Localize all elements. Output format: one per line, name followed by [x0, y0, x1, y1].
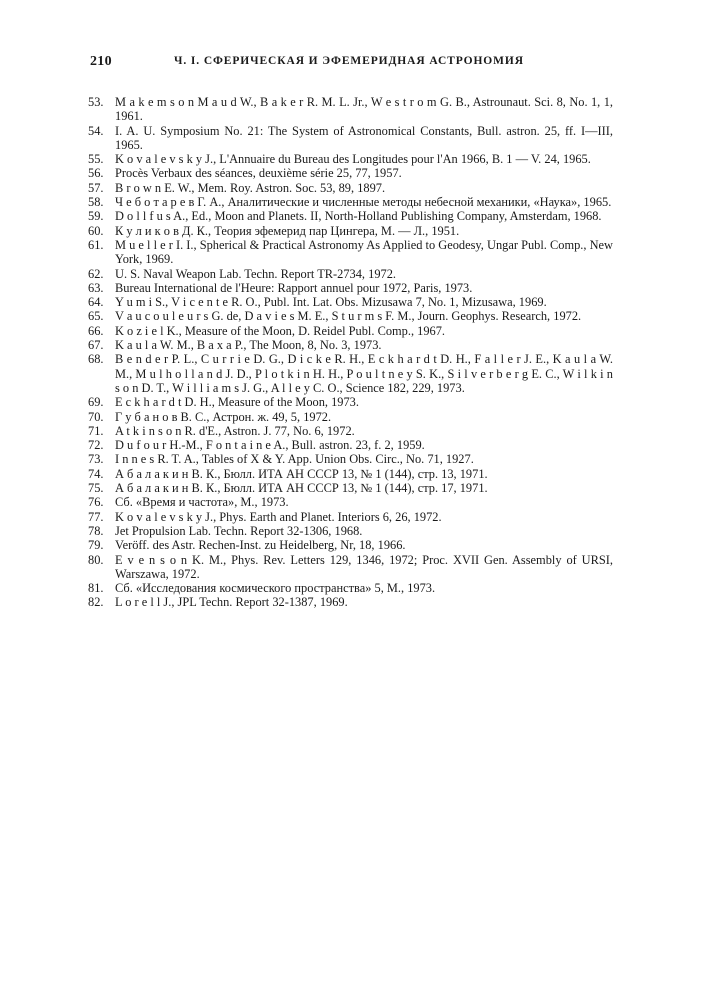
reference-text: К у л и к о в Д. К., Теория эфемерид пар Цингера, М. — Л., 1951. — [115, 223, 460, 238]
reference-item — [88, 309, 613, 323]
reference-text: K o v a l e v s k y J., Phys. Earth and Planet. Interiors 6, 26, 1972. — [115, 509, 442, 524]
reference-number: 72. — [88, 438, 104, 453]
reference-text: D o l l f u s A., Ed., Moon and Planets. II, North-Holland Publishing Company, Amsterdam, 1968. — [115, 209, 602, 224]
reference-text: I n n e s R. T. A., Tables of X & Y. App. Union Obs. Circ., No. 71, 1927. — [115, 452, 474, 467]
reference-text: Сб. «Исследования космического пространства» 5, М., 1973. — [115, 581, 436, 596]
reference-item — [88, 452, 613, 466]
reference-number: 75. — [88, 481, 104, 496]
reference-number: 57. — [88, 180, 104, 195]
reference-number: 82. — [88, 595, 104, 610]
reference-item — [88, 581, 613, 595]
reference-item — [88, 538, 613, 552]
reference-text: E v e n s o n K. M., Phys. Rev. Letters 129, 1346, 1972; Proc. XVII Gen. Assembly of URSI, Warszawa, 1972. — [115, 552, 613, 581]
reference-number: 74. — [88, 466, 104, 481]
reference-item — [88, 224, 613, 238]
reference-text: V a u c o u l e u r s G. de, D a v i e s M. E., S t u r m s F. M., Journ. Geophys. Research, 1972. — [115, 309, 582, 324]
reference-number: 60. — [88, 223, 104, 238]
reference-item — [88, 281, 613, 295]
reference-number: 79. — [88, 538, 104, 553]
reference-item — [88, 524, 613, 538]
reference-item — [88, 267, 613, 281]
reference-item — [88, 324, 613, 338]
reference-item — [88, 553, 613, 582]
reference-item — [88, 166, 613, 180]
reference-text: M u e l l e r I. I., Spherical & Practical Astronomy As Applied to Geodesy, Ungar Publ. Comp., New York, 1969. — [115, 237, 613, 267]
reference-item — [88, 510, 613, 524]
reference-number: 64. — [88, 295, 104, 310]
reference-number: 70. — [88, 409, 104, 424]
reference-item — [88, 152, 613, 166]
reference-text: Сб. «Время и частота», М., 1973. — [115, 495, 289, 510]
reference-number: 73. — [88, 452, 104, 467]
reference-text: K o v a l e v s k y J., L'Annuaire du Bureau des Longitudes pour l'An 1966, B. 1 — V. 24, 1965. — [115, 152, 591, 167]
reference-item — [88, 295, 613, 309]
reference-text: E c k h a r d t D. H., Measure of the Moon, 1973. — [115, 395, 359, 410]
reference-number: 63. — [88, 280, 104, 295]
page-number: 210 — [90, 54, 112, 69]
reference-text: K o z i e l K., Measure of the Moon, D. Reidel Publ. Comp., 1967. — [115, 323, 446, 338]
reference-number: 58. — [88, 195, 104, 210]
reference-item — [88, 352, 613, 395]
reference-text: Veröff. des Astr. Rechen-Inst. zu Heidelberg, Nr, 18, 1966. — [115, 538, 406, 553]
reference-number: 62. — [88, 266, 104, 281]
reference-number: 69. — [88, 395, 104, 410]
reference-number: 77. — [88, 509, 104, 524]
running-title: Ч. I. СФЕРИЧЕСКАЯ И ЭФЕМЕРИДНАЯ АСТРОНОМИЯ — [174, 55, 524, 67]
reference-number: 53. — [88, 95, 104, 109]
reference-text: B e n d e r P. L., C u r r i e D. G., D i c k e R. H., E c k h a r d t D. H., F a l l e r J. E., K a u l a W. M., M u l h o l l a n d J. D., P l o t k i n H. H., P o u l t n e y S. K., S i l v e r b e r g E. C., W i l k i n s o n D. T., W i l l i a m s J. G., A l l e y C. O., Science 182, 229, 1973. — [115, 352, 613, 395]
reference-item — [88, 181, 613, 195]
reference-item — [88, 238, 613, 267]
reference-number: 56. — [88, 166, 104, 181]
reference-item — [88, 395, 613, 409]
reference-number: 67. — [88, 338, 104, 353]
reference-item — [88, 195, 613, 209]
reference-number: 65. — [88, 309, 104, 324]
page-header — [90, 54, 622, 74]
reference-item — [88, 209, 613, 223]
reference-number: 66. — [88, 323, 104, 338]
reference-text: Bureau International de l'Heure: Rapport annuel pour 1972, Paris, 1973. — [115, 280, 473, 295]
reference-text: M a k e m s o n M a u d W., B a k e r R. M. L. Jr., W e s t r o m G. B., Astrounaut. Sci. 8, No. 1, 1, 1961. — [115, 95, 613, 124]
reference-item — [88, 124, 613, 153]
reference-item — [88, 338, 613, 352]
reference-number: 76. — [88, 495, 104, 510]
reference-item — [88, 95, 613, 124]
reference-text: Г у б а н о в В. С., Астрон. ж. 49, 5, 1972. — [115, 409, 332, 424]
reference-number: 54. — [88, 123, 104, 138]
reference-number: 61. — [88, 237, 104, 252]
reference-text: Jet Propulsion Lab. Techn. Report 32-1306, 1968. — [115, 523, 363, 538]
reference-item — [88, 495, 613, 509]
reference-number: 59. — [88, 209, 104, 224]
reference-number: 80. — [88, 552, 104, 567]
reference-text: Y u m i S., V i c e n t e R. O., Publ. Int. Lat. Obs. Mizusawa 7, No. 1, Mizusawa, 1969. — [115, 295, 547, 310]
reference-number: 81. — [88, 581, 104, 596]
reference-item — [88, 467, 613, 481]
reference-text: A t k i n s o n R. d'E., Astron. J. 77, No. 6, 1972. — [115, 423, 355, 438]
reference-text: I. A. U. Symposium No. 21: The System of Astronomical Constants, Bull. astron. 25, ff. I—III, 1965. — [115, 123, 613, 152]
reference-item — [88, 410, 613, 424]
reference-list — [88, 95, 613, 610]
reference-number: 68. — [88, 352, 104, 367]
reference-item — [88, 595, 613, 609]
reference-number: 71. — [88, 423, 104, 438]
reference-text: Procès Verbaux des séances, deuxième série 25, 77, 1957. — [115, 166, 402, 181]
reference-text: Ч е б о т а р е в Г. А., Аналитические и численные методы небесной механики, «Наука», 1965. — [115, 195, 612, 210]
reference-number: 78. — [88, 523, 104, 538]
reference-text: U. S. Naval Weapon Lab. Techn. Report TR-2734, 1972. — [115, 266, 397, 281]
reference-text: B r o w n E. W., Mem. Roy. Astron. Soc. 53, 89, 1897. — [115, 180, 386, 195]
reference-text: А б а л а к и н В. К., Бюлл. ИТА АН СССР 13, № 1 (144), стр. 13, 1971. — [115, 466, 488, 481]
reference-item — [88, 481, 613, 495]
reference-item — [88, 424, 613, 438]
reference-number: 55. — [88, 152, 104, 167]
reference-text: А б а л а к и н В. К., Бюлл. ИТА АН СССР 13, № 1 (144), стр. 17, 1971. — [115, 481, 488, 496]
reference-text: L o r e l l J., JPL Techn. Report 32-1387, 1969. — [115, 595, 348, 610]
reference-text: D u f o u r H.-M., F o n t a i n e A., Bull. astron. 23, f. 2, 1959. — [115, 438, 425, 453]
reference-text: K a u l a W. M., B a x a P., The Moon, 8, No. 3, 1973. — [115, 338, 382, 353]
reference-item — [88, 438, 613, 452]
